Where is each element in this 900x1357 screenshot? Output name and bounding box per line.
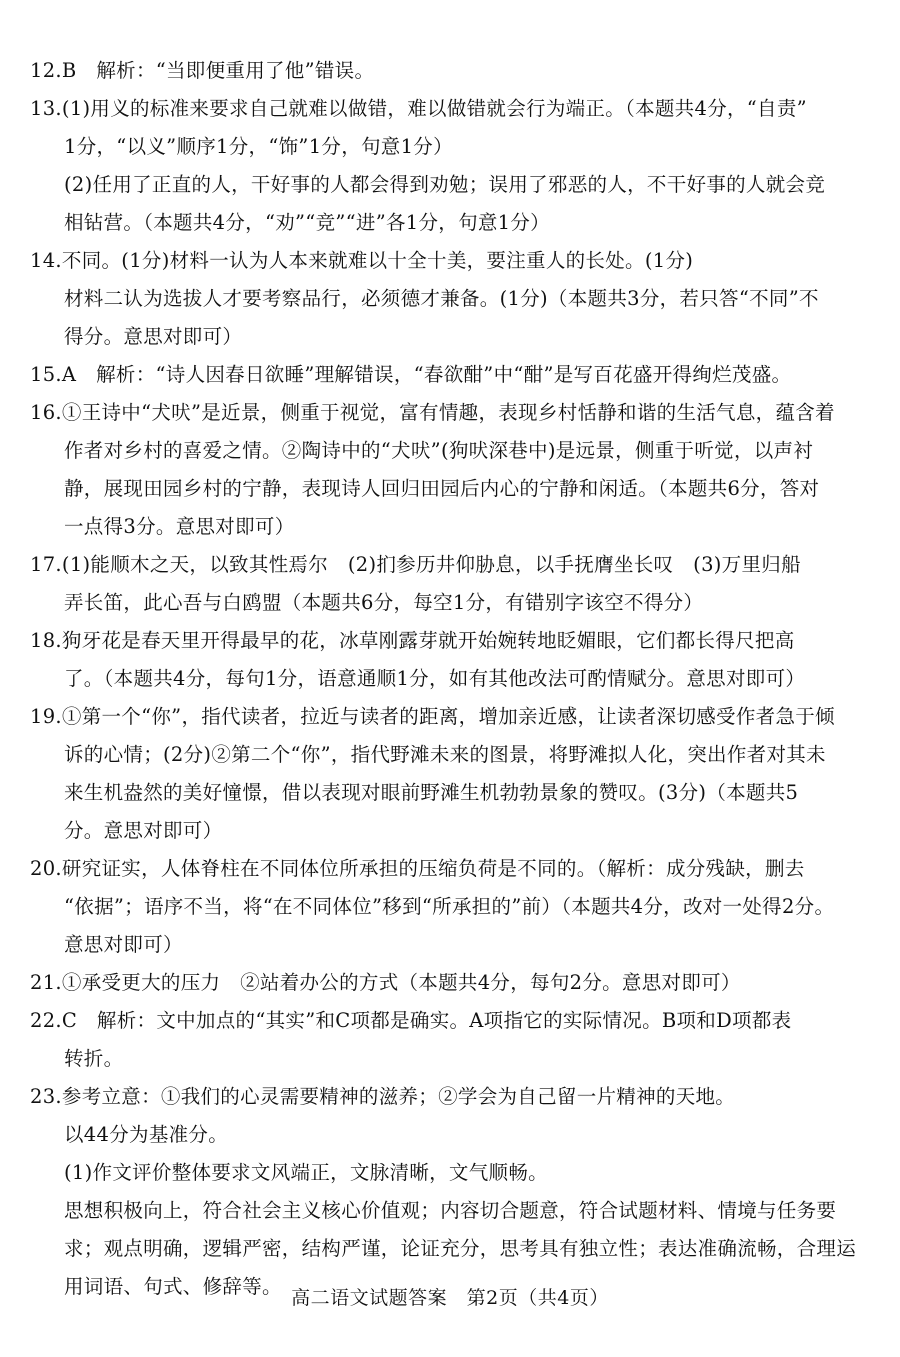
answer-list <box>30 52 865 1306</box>
answer-line: 20.研究证实，人体脊柱在不同体位所承担的压缩负荷是不同的。（解析：成分残缺，删去 <box>30 857 805 880</box>
answer-line: 23.参考立意：①我们的心灵需要精神的滋养；②学会为自己留一片精神的天地。 <box>30 1085 736 1108</box>
answer-line: 弄长笛，此心吾与白鸥盟（本题共6分，每空1分，有错别字该空不得分） <box>64 591 704 614</box>
answer-line: 得分。意思对即可） <box>64 325 243 348</box>
answer-line: 21.①承受更大的压力 ②站着办公的方式（本题共4分，每句2分。意思对即可） <box>30 971 741 994</box>
answer-line: 材料二认为选拔人才要考察品行，必须德才兼备。(1分)（本题共3分，若只答“不同”不 <box>64 287 819 310</box>
answer-line: 诉的心情；(2分)②第二个“你”，指代野滩未来的图景，将野滩拟人化，突出作者对其未 <box>64 743 826 766</box>
answer-line: 一点得3分。意思对即可） <box>64 515 295 538</box>
answer-line: 求；观点明确，逻辑严密，结构严谨，论证充分，思考具有独立性；表达准确流畅，合理运 <box>64 1237 857 1260</box>
answer-line: 15.A 解析：“诗人因春日欲睡”理解错误，“春欲酣”中“酣”是写百花盛开得绚烂茂盛。 <box>30 363 792 386</box>
answer-line: 16.①王诗中“犬吠”是近景，侧重于视觉，富有情趣，表现乡村恬静和谐的生活气息，蕴含着 <box>30 401 835 424</box>
answer-line: 来生机盎然的美好憧憬，借以表现对眼前野滩生机勃勃景象的赞叹。(3分)（本题共5 <box>64 781 799 804</box>
answer-line: 相钻营。（本题共4分，“劝”“竞”“进”各1分，句意1分） <box>64 211 550 234</box>
answer-line: (1)作文评价整体要求文风端正，文脉清晰，文气顺畅。 <box>64 1161 548 1184</box>
answer-line: 12.B 解析：“当即便重用了他”错误。 <box>30 59 375 82</box>
answer-line: 1分，“以义”顺序1分，“饰”1分，句意1分） <box>64 135 453 158</box>
answer-line: 意思对即可） <box>64 933 183 956</box>
answer-line: 转折。 <box>64 1047 124 1070</box>
answer-line: 静，展现田园乡村的宁静，表现诗人回归田园后内心的宁静和闲适。（本题共6分，答对 <box>64 477 820 500</box>
answer-line: 14.不同。(1分)材料一认为人本来就难以十全十美，要注重人的长处。(1分) <box>30 249 694 272</box>
answer-line: (2)任用了正直的人，干好事的人都会得到劝勉；误用了邪恶的人，不干好事的人就会竞 <box>64 173 826 196</box>
answer-line: 作者对乡村的喜爱之情。②陶诗中的“犬吠”(狗吠深巷中)是远景，侧重于听觉，以声衬 <box>64 439 814 462</box>
answer-line: 18.狗牙花是春天里开得最早的花，冰草刚露芽就开始婉转地眨媚眼，它们都长得尺把高 <box>30 629 795 652</box>
answer-line: 17.(1)能顺木之天，以致其性焉尔 (2)扪参历井仰胁息，以手抚膺坐长叹 (3)万里归船 <box>30 553 801 576</box>
answer-line: 22.C 解析：文中加点的“其实”和C项都是确实。A项指它的实际情况。B项和D项都表 <box>30 1009 792 1032</box>
answer-line: 以44分为基准分。 <box>64 1123 229 1146</box>
answer-line: 13.(1)用义的标准来要求自己就难以做错，难以做错就会行为端正。（本题共4分，“自责” <box>30 97 807 120</box>
answer-line: 19.①第一个“你”，指代读者，拉近与读者的距离，增加亲近感，让读者深切感受作者急于倾 <box>30 705 835 728</box>
answer-line: 思想积极向上，符合社会主义核心价值观；内容切合题意，符合试题材料、情境与任务要 <box>64 1199 837 1222</box>
answer-line: “依据”；语序不当，将“在不同体位”移到“所承担的”前）（本题共4分，改对一处得2分。 <box>64 895 835 918</box>
answer-line: 了。（本题共4分，每句1分，语意通顺1分，如有其他改法可酌情赋分。意思对即可） <box>64 667 806 690</box>
answer-line: 用词语、句式、修辞等。 <box>64 1275 282 1298</box>
page-footer: 高二语文试题答案 第2页（共4页） <box>291 1287 609 1309</box>
answer-line: 分。意思对即可） <box>64 819 223 842</box>
